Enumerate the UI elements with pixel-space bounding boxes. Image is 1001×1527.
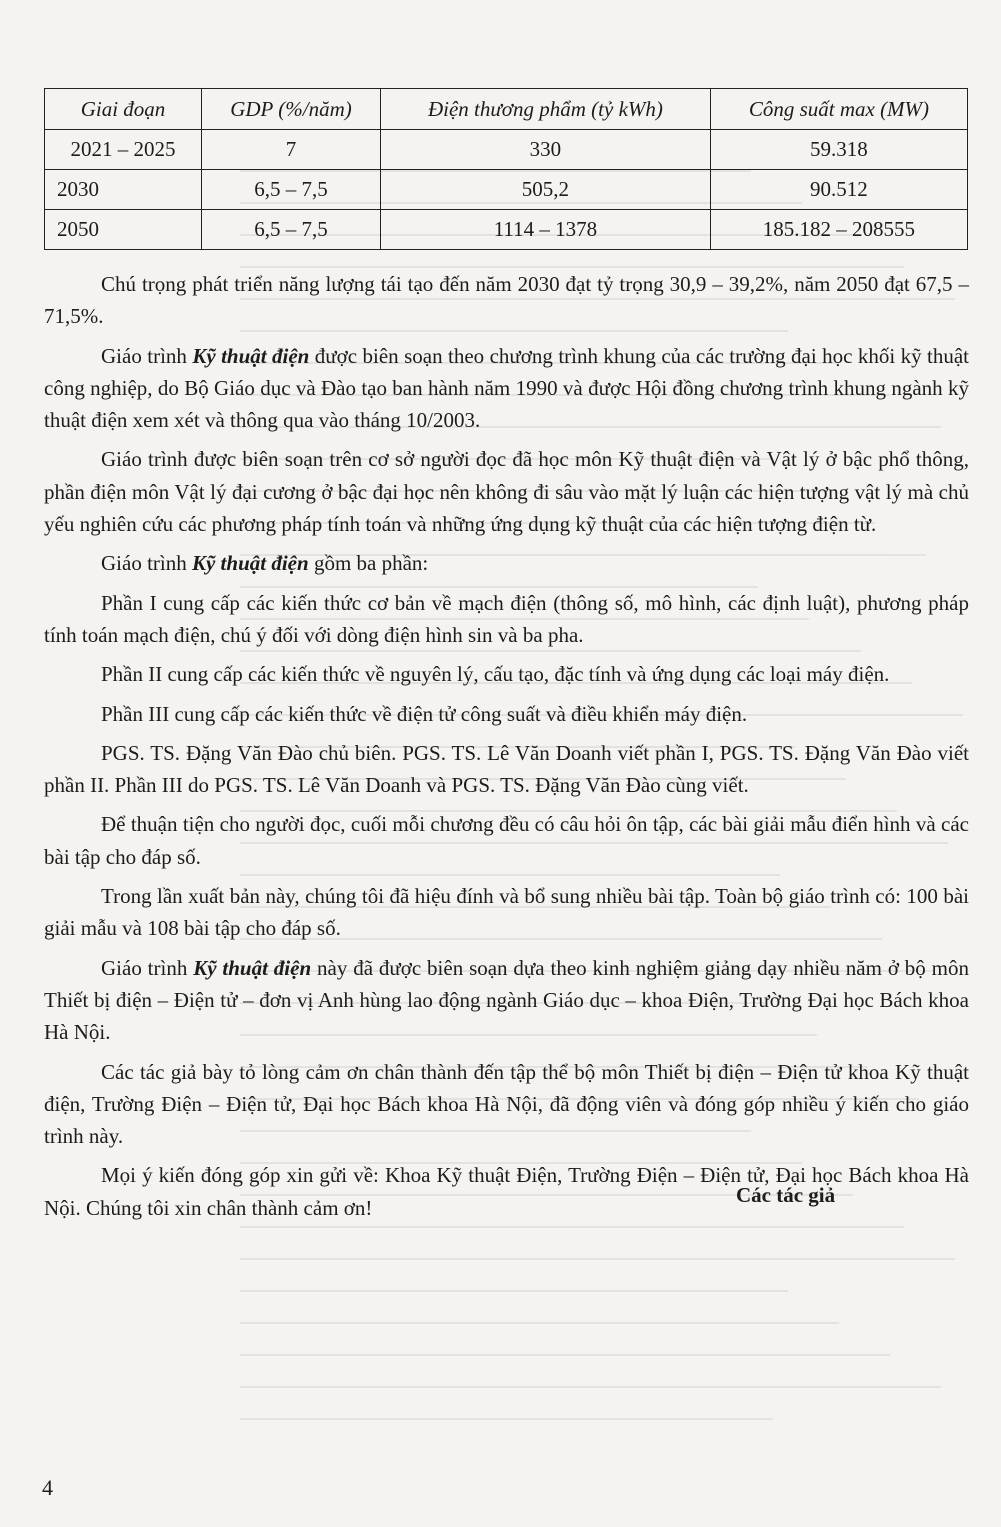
cell-gdp: 6,5 – 7,5 [202, 170, 381, 210]
book-title-emphasis: Kỹ thuật điện [192, 343, 310, 368]
book-title-emphasis: Kỹ thuật điện [193, 955, 312, 980]
paragraph [44, 340, 969, 437]
cell-commercial-electricity: 1114 – 1378 [380, 210, 710, 250]
show-through-line [240, 1290, 788, 1292]
paragraph-text: Mọi ý kiến đóng góp xin gửi về: Khoa Kỹ thuật Điện, Trường Điện – Điện tử, Đại học Bách khoa Hà Nội. Chúng tôi xin chân thành cảm ơn! [44, 1163, 969, 1220]
show-through-line [240, 1258, 955, 1260]
paragraph-text: Để thuận tiện cho người đọc, cuối mỗi chương đều có câu hỏi ôn tập, các bài giải mẫu điển hình và các bài tập cho đáp số. [44, 812, 969, 869]
paragraph-text: Giáo trình [101, 551, 192, 576]
paragraph-text: PGS. TS. Đặng Văn Đào chủ biên. PGS. TS. Lê Văn Doanh viết phần I, PGS. TS. Đặng Văn Đào viết phần II. Phần III do PGS. TS. Lê Văn Doanh và PGS. TS. Đặng Văn Đào cùng viết. [44, 740, 969, 798]
table-row [45, 170, 968, 210]
paragraph [44, 658, 969, 690]
header-gdp: GDP (%/năm) [202, 89, 381, 130]
paragraph [44, 952, 969, 1049]
paragraph [44, 587, 969, 652]
cell-max-capacity: 90.512 [710, 170, 967, 210]
header-commercial-electricity: Điện thương phẩm (tỷ kWh) [380, 89, 710, 130]
paragraph-text: Phần III cung cấp các kiến thức về điện tử công suất và điều khiển máy điện. [101, 701, 748, 726]
paragraph-text: Giáo trình [101, 955, 194, 980]
signature: Các tác giả [736, 1183, 836, 1207]
cell-commercial-electricity: 505,2 [380, 170, 710, 210]
header-period: Giai đoạn [45, 89, 202, 130]
paragraph [44, 443, 969, 540]
page-number: 4 [42, 1475, 53, 1500]
energy-forecast-table [44, 88, 968, 250]
paragraph-text: Phần I cung cấp các kiến thức cơ bản về mạch điện (thông số, mô hình, các định luật), phương pháp tính toán mạch điện, chú ý đối với dòng điện hình sin và ba pha. [44, 590, 969, 647]
cell-gdp: 7 [202, 130, 381, 170]
table-header-row [45, 89, 968, 130]
paragraph [44, 1056, 969, 1153]
table-row [45, 210, 968, 250]
cell-max-capacity: 59.318 [710, 130, 967, 170]
cell-period: 2021 – 2025 [45, 130, 202, 170]
paragraph [44, 808, 969, 873]
paragraph [44, 698, 969, 730]
paragraph-text: Các tác giả bày tỏ lòng cảm ơn chân thành đến tập thể bộ môn Thiết bị điện – Điện tử khoa Kỹ thuật điện, Trường Điện – Điện tử, Đại học Bách khoa Hà Nội, đã động viên và đóng góp nhiều ý kiến cho giáo trình này. [44, 1059, 969, 1149]
cell-max-capacity: 185.182 – 208555 [710, 210, 967, 250]
paragraph [44, 880, 969, 945]
paragraph-text: Trong lần xuất bản này, chúng tôi đã hiệu đính và bổ sung nhiều bài tập. Toàn bộ giáo trình có: 100 bài giải mẫu và 108 bài tập cho đáp số. [44, 884, 969, 941]
paragraph-text: này đã được biên soạn dựa theo kinh nghiệm giảng dạy nhiều năm ở bộ môn Thiết bị điện – Điện tử – đơn vị Anh hùng lao động ngành Giáo dục – khoa Điện, Trường Đại học Bách khoa Hà Nội. [44, 955, 969, 1045]
show-through-line [240, 1386, 941, 1388]
paragraph-text: được biên soạn theo chương trình khung của các trường đại học khối kỹ thuật công nghiệp, do Bộ Giáo dục và Đào tạo ban hành năm 1990 và được Hội đồng chương trình khung ngành kỹ thuật điện xem xét và thông qua vào tháng 10/2003. [44, 343, 969, 433]
paragraph-text: Giáo trình [101, 343, 193, 368]
cell-gdp: 6,5 – 7,5 [202, 210, 381, 250]
table-row [45, 130, 968, 170]
cell-period: 2050 [45, 210, 202, 250]
cell-period: 2030 [45, 170, 202, 210]
cell-commercial-electricity: 330 [380, 130, 710, 170]
header-max-capacity: Công suất max (MW) [710, 89, 967, 130]
book-title-emphasis: Kỹ thuật điện [191, 551, 309, 576]
show-through-line [240, 1354, 890, 1356]
paragraph-text: gồm ba phần: [308, 551, 429, 576]
paragraph-text: Phần II cung cấp các kiến thức về nguyên lý, cấu tạo, đặc tính và ứng dụng các loại máy điện. [101, 662, 890, 687]
paragraph-text: Chú trọng phát triển năng lượng tái tạo đến năm 2030 đạt tỷ trọng 30,9 – 39,2%, năm 2050 đạt 67,5 – 71,5%. [44, 272, 969, 329]
paragraph-text: Giáo trình được biên soạn trên cơ sở người đọc đã học môn Kỹ thuật điện và Vật lý ở bậc phổ thông, phần điện môn Vật lý đại cương ở bậc đại học nên không đi sâu vào mặt lý luận các hiện tượng vật lý mà chủ yếu nghiên cứu các phương pháp tính toán và những ứng dụng kỹ thuật của các hiện tượng điện từ. [44, 447, 969, 537]
paragraph [44, 547, 969, 579]
paragraph [44, 737, 969, 802]
preface-body [44, 268, 969, 1231]
paragraph [44, 268, 969, 333]
show-through-line [240, 1418, 773, 1420]
show-through-line [240, 1322, 839, 1324]
